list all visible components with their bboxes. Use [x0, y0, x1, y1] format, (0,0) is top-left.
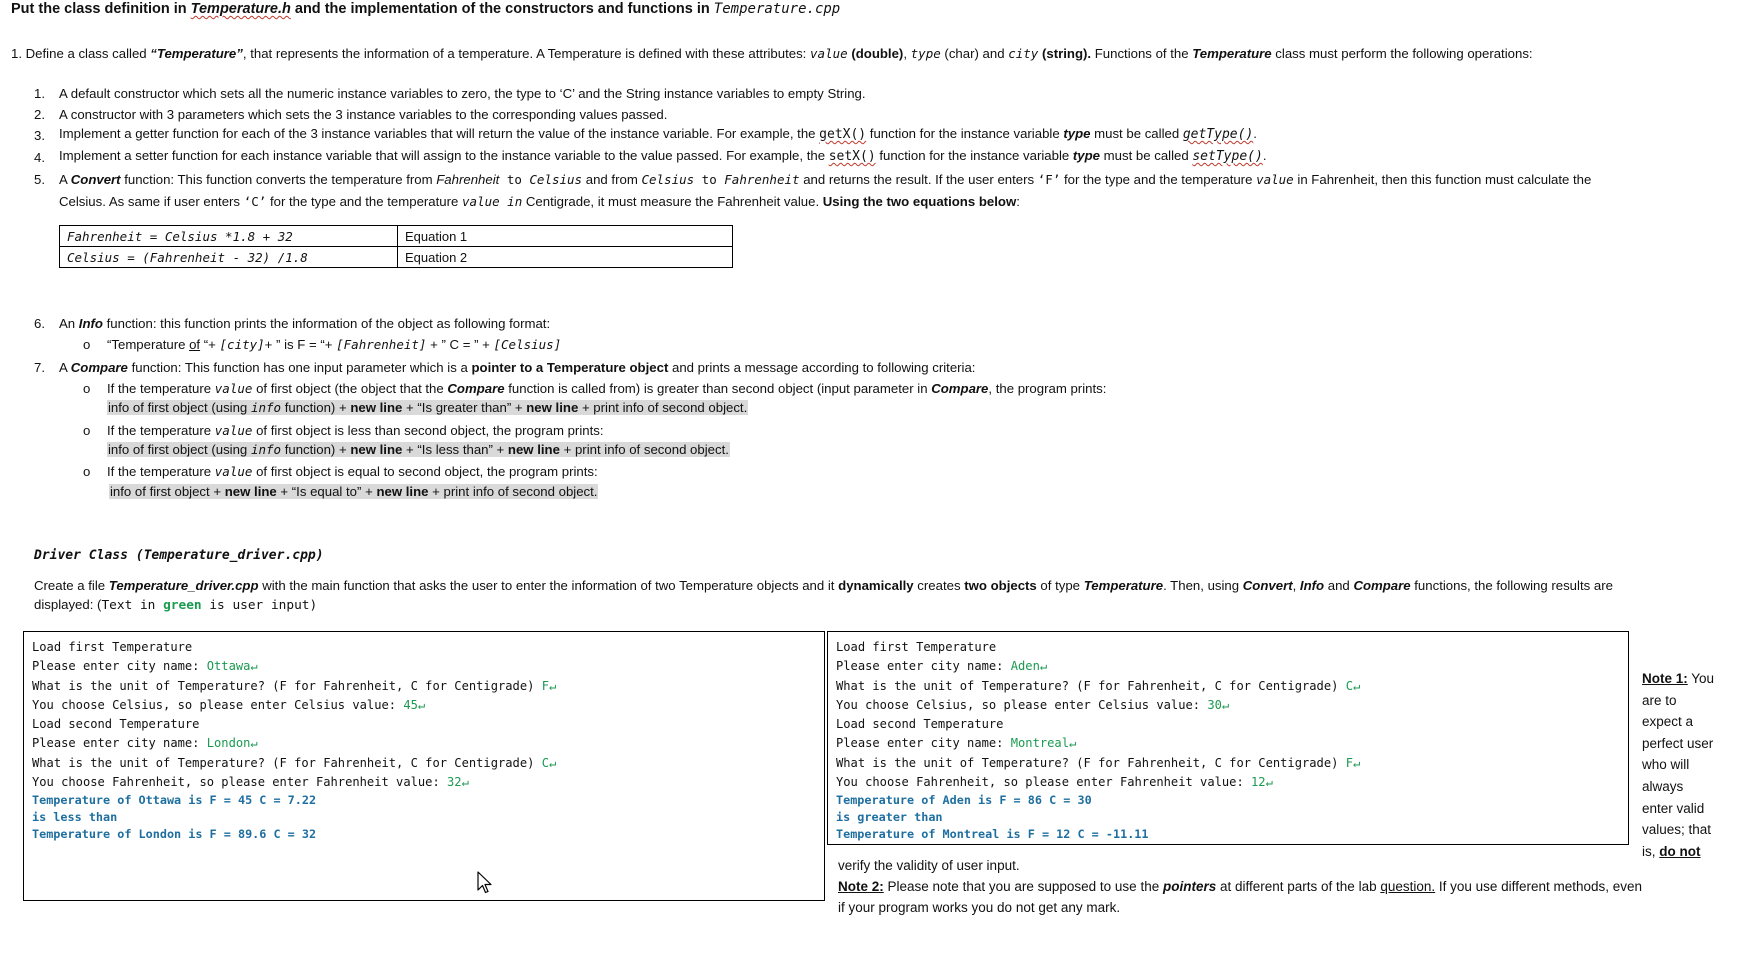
console-result-line: Temperature of Ottawa is F = 45 C = 7.22: [32, 793, 317, 808]
list-number: 6.: [34, 316, 45, 331]
info-item: An Info function: this function prints the information of the object as following format:: [59, 316, 551, 331]
compare-criterion: If the temperature value of first object (the object that the Compare function is called from) is greater than second object (input parameter in Compare, the program prints:: [107, 381, 1107, 396]
compare-output-equal: info of first object + new line + “Is equal to” + new line + print info of second object.: [110, 484, 598, 499]
console-result-line: is less than: [32, 810, 118, 825]
equation-label: Equation 1: [398, 226, 733, 247]
console-line: Load first Temperature: [32, 640, 193, 654]
list-item-continuation: Celsius. As same if user enters ‘C’ for the type and the temperature value in Centigrade, it must measure the Fahrenheit value. Using the two equations below:: [59, 194, 1020, 209]
console-line: Load first Temperature: [836, 640, 997, 654]
compare-output-greater: info of first object (using info function) + new line + “Is greater than” + new line + print info of second object.: [108, 400, 748, 415]
equation-label: Equation 2: [398, 247, 733, 268]
note-1-continuation: verify the validity of user input.: [838, 858, 1020, 873]
equations-table: [59, 225, 733, 268]
list-number: 4.: [34, 150, 45, 165]
console-line: What is the unit of Temperature? (F for Fahrenheit, C for Centigrade) F↵: [836, 755, 1361, 770]
list-item: A Convert function: This function converts the temperature from Fahrenheit to Celsius and from Celsius to Fahrenheit and returns the result. If the user enters ‘F’ for the type and the temperature value in Fahrenheit, then this function must calculate the: [59, 172, 1592, 187]
console-result-line: is greater than: [836, 810, 943, 825]
list-number: 5.: [34, 172, 45, 187]
intro-paragraph: 1. Define a class called “Temperature”, that represents the information of a temperature. A Temperature is defined with these attributes: value (double), type (char) and city (string). Functions of the Temperature class must perform the following operations:: [11, 46, 1533, 61]
driver-heading: Driver Class (Temperature_driver.cpp): [34, 548, 324, 563]
compare-criterion: If the temperature value of first object is less than second object, the program prints:: [107, 423, 604, 438]
equation-formula: Celsius = (Fahrenheit - 32) /1.8: [60, 247, 398, 268]
console-line: Load second Temperature: [836, 717, 1004, 732]
list-item: Implement a setter function for each instance variable that will assign to the instance variable to the value passed. For example, the setX() function for the instance variable type must be called setType().: [59, 148, 1267, 164]
equation-formula: Fahrenheit = Celsius *1.8 + 32: [60, 226, 398, 247]
list-number: 7.: [34, 360, 45, 375]
console-line: Please enter city name: Montreal↵: [836, 736, 1077, 751]
compare-output-less: info of first object (using info function) + new line + “Is less than” + new line + print info of second object.: [108, 442, 729, 457]
page-title: Put the class definition in Temperature.h and the implementation of the constructors and functions in Temperature.cpp: [11, 1, 841, 17]
console-result-line: Temperature of Aden is F = 86 C = 30: [836, 793, 1092, 808]
console-line: What is the unit of Temperature? (F for Fahrenheit, C for Centigrade) F↵: [32, 678, 557, 693]
bullet-icon: o: [83, 464, 91, 479]
console-result-line: Temperature of London is F = 89.6 C = 32: [32, 827, 317, 842]
compare-item: A Compare function: This function has one input parameter which is a pointer to a Temperature object and prints a message according to following criteria:: [59, 360, 976, 375]
compare-criterion: If the temperature value of first object is equal to second object, the program prints:: [107, 464, 598, 479]
bullet-icon: o: [83, 423, 91, 438]
h-file-name: Temperature.h: [190, 1, 291, 17]
table-row: [60, 226, 733, 247]
console-line: What is the unit of Temperature? (F for Fahrenheit, C for Centigrade) C↵: [32, 755, 557, 770]
list-number: 3.: [34, 128, 45, 143]
console-output-right: [827, 631, 1629, 845]
console-line: You choose Celsius, so please enter Celsius value: 30↵: [836, 697, 1230, 712]
console-output-left: [23, 631, 825, 901]
driver-paragraph: Create a file Temperature_driver.cpp with the main function that asks the user to enter the information of two Temperature objects and it dynamically creates two objects of type Temperature. Then, using Convert, Info and Compare functions, the following results are: [34, 578, 1613, 593]
info-format: “Temperature of “+ [city]+ ” is F = “+ [Fahrenheit] + ” C = ” + [Celsius]: [107, 337, 562, 352]
console-line: Please enter city name: Ottawa↵: [32, 659, 258, 674]
driver-paragraph-line2: displayed: (Text in green is user input): [34, 597, 318, 613]
list-number: 1.: [34, 86, 45, 101]
mouse-cursor-icon: [477, 871, 495, 895]
note-2-line2: if your program works you do not get any mark.: [838, 900, 1121, 915]
list-item: A default constructor which sets all the numeric instance variables to zero, the type to ‘C’ and the String instance variables to empty String.: [59, 86, 866, 101]
console-result-line: Temperature of Montreal is F = 12 C = -11.11: [836, 827, 1149, 842]
table-row: [60, 247, 733, 268]
console-line: What is the unit of Temperature? (F for Fahrenheit, C for Centigrade) C↵: [836, 678, 1361, 693]
bullet-icon: o: [83, 381, 91, 396]
console-line: Please enter city name: Aden↵: [836, 659, 1048, 674]
console-line: You choose Fahrenheit, so please enter Fahrenheit value: 32↵: [32, 775, 469, 790]
console-line: You choose Fahrenheit, so please enter Fahrenheit value: 12↵: [836, 775, 1273, 790]
console-line: You choose Celsius, so please enter Celsius value: 45↵: [32, 697, 426, 712]
note-2: Note 2: Please note that you are supposed to use the pointers at different parts of the lab question. If you use different methods, even: [838, 879, 1643, 894]
note-1: Note 1: You are to expect a perfect user who will always enter valid values; that is, do not: [1642, 671, 1715, 859]
console-line: Please enter city name: London↵: [32, 736, 258, 751]
list-item: A constructor with 3 parameters which sets the 3 instance variables to the corresponding values passed.: [59, 107, 668, 122]
list-number: 2.: [34, 107, 45, 122]
list-item: Implement a getter function for each of the 3 instance variables that will return the value of the instance variable. For example, the getX() function for the instance variable type must be called getType().: [59, 126, 1257, 142]
bullet-icon: o: [83, 337, 91, 352]
cpp-file-name: Temperature.cpp: [713, 1, 841, 17]
console-line: Load second Temperature: [32, 717, 200, 732]
